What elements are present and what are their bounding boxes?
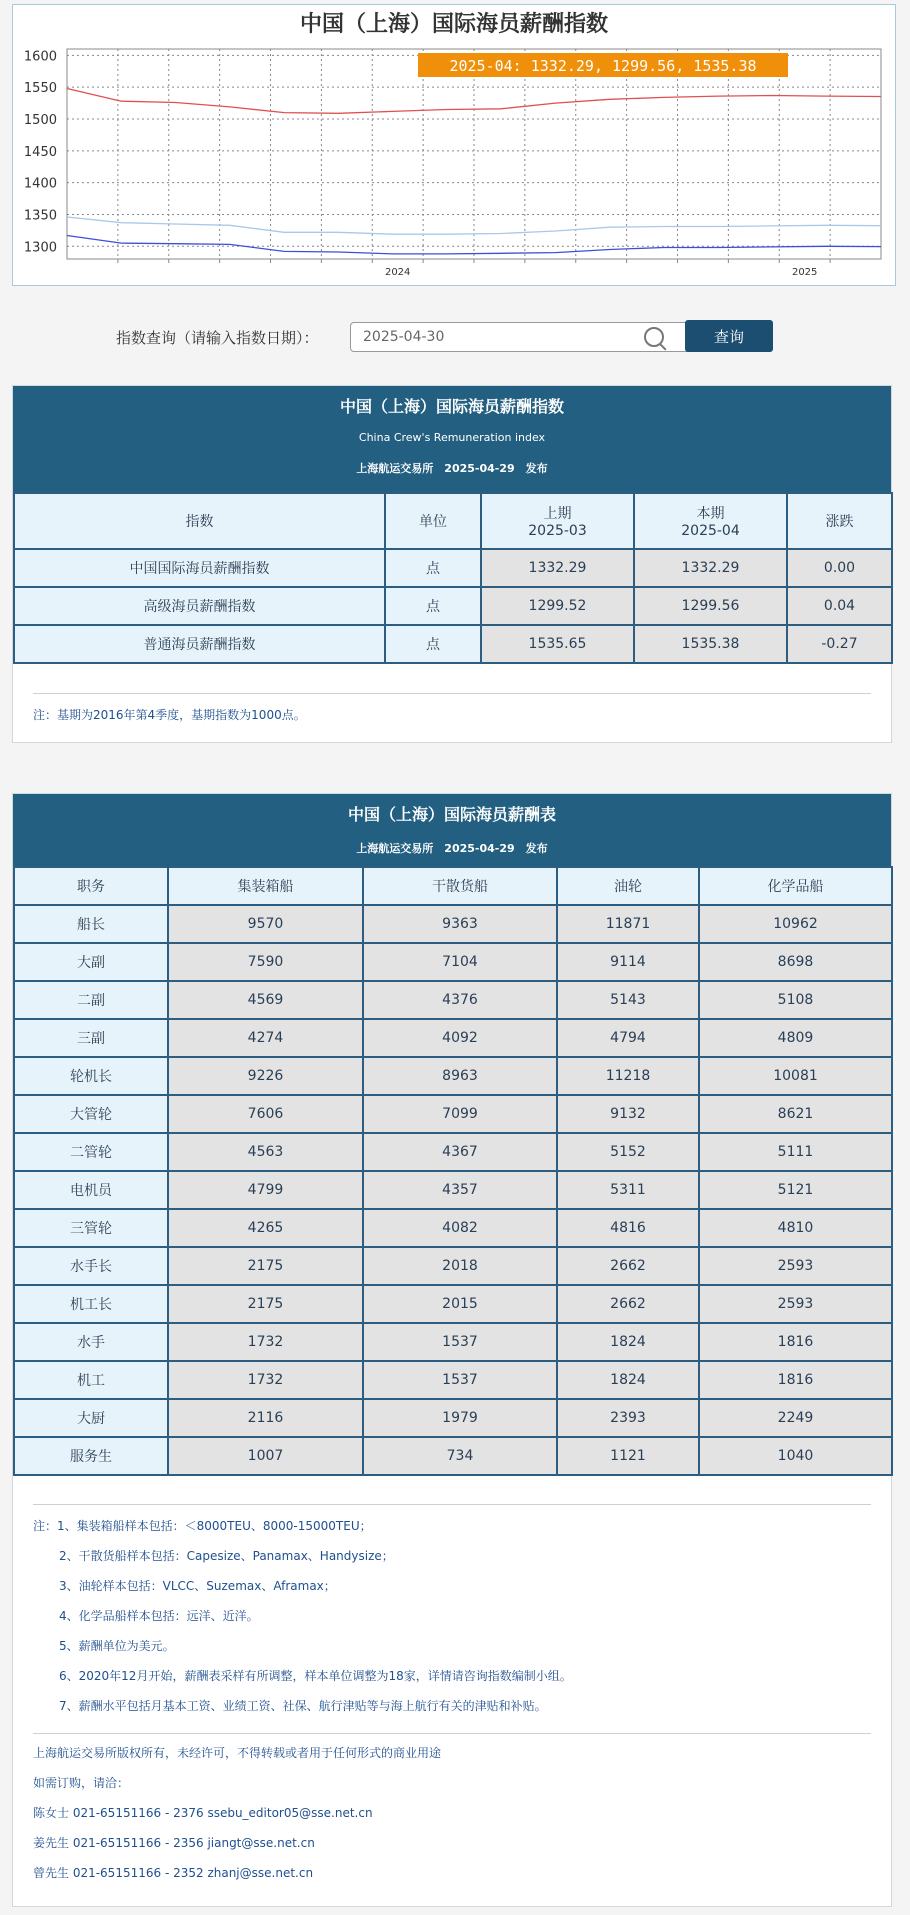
salary-row [14,1323,892,1361]
copyright-text: 上海航运交易所版权所有，未经许可，不得转载或者用于任何形式的商业用途 [33,1746,442,1760]
header-unit: 单位 [385,493,481,549]
salary-row [14,1133,892,1171]
salary-row [14,943,892,981]
salary-cell: 4816 [557,1209,699,1247]
salary-cell: 1537 [363,1361,557,1399]
salary-header-cell: 干散货船 [363,867,557,905]
salary-cell: 2116 [168,1399,363,1437]
salary-cell: 8621 [699,1095,892,1133]
salary-header-cell: 化学品船 [699,867,892,905]
index-name-cell: 普通海员薪酬指数 [14,625,385,663]
salary-cell: 9132 [557,1095,699,1133]
salary-cell: 8698 [699,943,892,981]
salary-row [14,1361,892,1399]
index-table-body [14,549,892,663]
salary-row [14,1437,892,1475]
position-cell: 电机员 [14,1171,168,1209]
salary-cell: 1816 [699,1361,892,1399]
salary-cell: 5311 [557,1171,699,1209]
salary-cell: 4563 [168,1133,363,1171]
salary-panel [12,793,892,1907]
position-cell: 三副 [14,1019,168,1057]
position-cell: 机工长 [14,1285,168,1323]
salary-cell: 9114 [557,943,699,981]
salary-cell: 2018 [363,1247,557,1285]
y-tick-label: 1600 [23,49,57,65]
index-change-cell: 0.04 [787,587,892,625]
index-unit-cell: 点 [385,587,481,625]
y-tick-label: 1500 [23,113,57,128]
contact-line: 姜先生 021-65151166 - 2356 jiangt@sse.net.cn [33,1836,315,1850]
salary-cell: 5143 [557,981,699,1019]
salary-cell: 5111 [699,1133,892,1171]
index-panel-subtitle: China Crew's Remuneration index [358,431,546,444]
salary-row [14,1095,892,1133]
salary-table-header-row [14,867,892,905]
index-prev-cell: 1535.65 [481,625,634,663]
chart-title: 中国（上海）国际海员薪酬指数 [299,12,609,37]
x-tick-label: 2025 [791,267,818,278]
chart-canvas [13,5,895,285]
salary-panel-publisher: 上海航运交易所 2025-04-29 发布 [356,842,548,855]
index-name-cell: 中国国际海员薪酬指数 [14,549,385,587]
salary-cell: 7590 [168,943,363,981]
salary-cell: 9570 [168,905,363,943]
salary-cell: 7104 [363,943,557,981]
salary-table [13,866,893,1476]
salary-cell: 4357 [363,1171,557,1209]
salary-cell: 1816 [699,1323,892,1361]
salary-cell: 5108 [699,981,892,1019]
salary-cell: 2175 [168,1285,363,1323]
salary-cell: 2662 [557,1285,699,1323]
salary-header-cell: 职务 [14,867,168,905]
index-cur-cell: 1332.29 [634,549,787,587]
salary-cell: 10962 [699,905,892,943]
salary-cell: 9226 [168,1057,363,1095]
salary-cell: 1040 [699,1437,892,1475]
salary-cell: 2249 [699,1399,892,1437]
salary-note: 5、薪酬单位为美元。 [59,1639,175,1653]
index-row [14,625,892,663]
salary-cell: 2393 [557,1399,699,1437]
salary-cell: 4376 [363,981,557,1019]
salary-cell: 734 [363,1437,557,1475]
header-prev-label: 上期 [543,506,572,522]
query-label: 指数查询（请输入指数日期）： [116,329,319,347]
index-change-cell: 0.00 [787,549,892,587]
header-change: 涨跌 [787,493,892,549]
salary-cell: 1732 [168,1323,363,1361]
salary-cell: 1121 [557,1437,699,1475]
index-cur-cell: 1299.56 [634,587,787,625]
salary-row [14,1209,892,1247]
position-cell: 大管轮 [14,1095,168,1133]
salary-cell: 4367 [363,1133,557,1171]
position-cell: 大副 [14,943,168,981]
salary-note: 7、薪酬水平包括月基本工资、业绩工资、社保、航行津贴等与海上航行有关的津贴和补贴。 [59,1699,547,1713]
header-cur-date: 2025-04 [681,523,740,539]
position-cell: 轮机长 [14,1057,168,1095]
contact-label: 如需订购，请洽： [33,1776,130,1790]
salary-row [14,1399,892,1437]
salary-cell: 1007 [168,1437,363,1475]
position-cell: 水手 [14,1323,168,1361]
y-tick-label: 1300 [23,240,57,256]
salary-header-cell: 油轮 [557,867,699,905]
salary-header-cell: 集装箱船 [168,867,363,905]
salary-cell: 10081 [699,1057,892,1095]
salary-cell: 8963 [363,1057,557,1095]
salary-cell: 2593 [699,1285,892,1323]
index-table-header-row [14,493,892,549]
salary-row [14,1247,892,1285]
position-cell: 大厨 [14,1399,168,1437]
salary-cell: 4092 [363,1019,557,1057]
index-prev-cell: 1299.52 [481,587,634,625]
index-row [14,549,892,587]
header-index: 指数 [14,493,385,549]
salary-cell: 1824 [557,1361,699,1399]
salary-cell: 11871 [557,905,699,943]
header-prev [481,493,634,549]
salary-cell: 2593 [699,1247,892,1285]
salary-cell: 9363 [363,905,557,943]
index-prev-cell: 1332.29 [481,549,634,587]
index-chart [12,4,896,286]
salary-cell: 2175 [168,1247,363,1285]
salary-cell: 4809 [699,1019,892,1057]
salary-note: 4、化学品船样本包括：远洋、近洋。 [59,1609,259,1623]
salary-row [14,981,892,1019]
salary-cell: 2015 [363,1285,557,1323]
tooltip-text: 2025-04: 1332.29, 1299.56, 1535.38 [449,57,757,75]
salary-note: 注：1、集装箱船样本包括：＜8000TEU、8000-15000TEU； [33,1519,372,1533]
salary-note: 2、干散货船样本包括：Capesize、Panamax、Handysize； [59,1549,394,1563]
index-unit-cell: 点 [385,625,481,663]
salary-row [14,905,892,943]
position-cell: 三管轮 [14,1209,168,1247]
index-panel-header [13,386,891,492]
position-cell: 二副 [14,981,168,1019]
query-bar [0,318,910,358]
salary-cell: 5152 [557,1133,699,1171]
position-cell: 机工 [14,1361,168,1399]
position-cell: 船长 [14,905,168,943]
salary-cell: 1732 [168,1361,363,1399]
salary-cell: 4794 [557,1019,699,1057]
salary-cell: 1979 [363,1399,557,1437]
salary-cell: 4810 [699,1209,892,1247]
salary-cell: 2662 [557,1247,699,1285]
salary-notes [13,1505,891,1721]
salary-cell: 1824 [557,1323,699,1361]
salary-cell: 4569 [168,981,363,1019]
salary-cell: 4082 [363,1209,557,1247]
contact-line: 陈女士 021-65151166 - 2376 ssebu_editor05@sse.net.cn [33,1806,373,1820]
salary-table-body [14,905,892,1475]
salary-note: 6、2020年12月开始，薪酬表采样有所调整，样本单位调整为18家，详情请咨询指数编制小组。 [59,1669,572,1683]
index-name-cell: 高级海员薪酬指数 [14,587,385,625]
x-tick-label: 2024 [384,267,411,278]
index-cur-cell: 1535.38 [634,625,787,663]
salary-panel-title: 中国（上海）国际海员薪酬表 [347,805,556,824]
position-cell: 服务生 [14,1437,168,1475]
salary-cell: 5121 [699,1171,892,1209]
y-tick-label: 1450 [23,144,57,160]
index-change-cell: -0.27 [787,625,892,663]
index-panel [12,385,892,743]
salary-cell: 1537 [363,1323,557,1361]
y-tick-label: 1400 [23,176,57,192]
salary-row [14,1019,892,1057]
salary-panel-header [13,794,891,866]
salary-row [14,1171,892,1209]
salary-note: 3、油轮样本包括：VLCC、Suzemax、Aframax； [59,1579,336,1593]
index-row [14,587,892,625]
header-prev-date: 2025-03 [528,523,587,539]
y-tick-label: 1550 [23,81,57,97]
salary-cell: 11218 [557,1057,699,1095]
salary-row [14,1057,892,1095]
index-note: 注：基期为2016年第4季度，基期指数为1000点。 [33,708,306,722]
salary-row [14,1285,892,1323]
salary-cell: 4799 [168,1171,363,1209]
header-cur-label: 本期 [696,506,725,522]
index-table [13,492,893,664]
position-cell: 水手长 [14,1247,168,1285]
salary-cell: 7099 [363,1095,557,1133]
y-tick-label: 1350 [23,208,57,224]
index-panel-publisher: 上海航运交易所 2025-04-29 发布 [356,462,548,475]
position-cell: 二管轮 [14,1133,168,1171]
query-button[interactable]: 查询 [685,320,773,352]
contact-list [33,1798,871,1888]
salary-cell: 4265 [168,1209,363,1247]
salary-cell: 4274 [168,1019,363,1057]
salary-cell: 7606 [168,1095,363,1133]
contact-line: 曾先生 021-65151166 - 2352 zhanj@sse.net.cn [33,1866,314,1880]
header-cur [634,493,787,549]
contact-block [13,1734,891,1888]
index-panel-title: 中国（上海）国际海员薪酬指数 [339,397,564,416]
index-unit-cell: 点 [385,549,481,587]
search-icon[interactable] [644,327,664,347]
